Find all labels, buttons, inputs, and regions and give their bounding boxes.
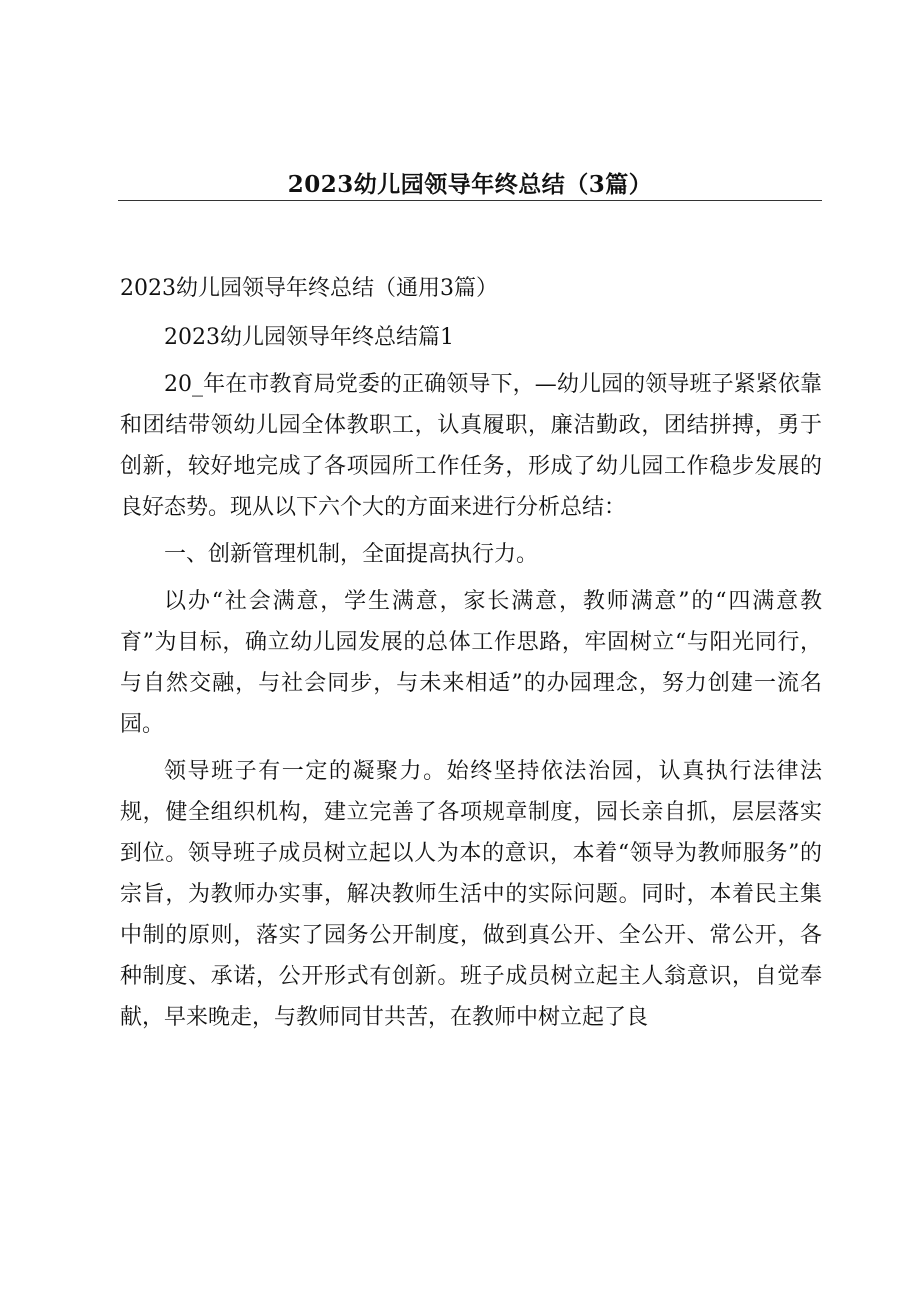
- paragraph-goal: 以办“社会满意，学生满意，家长满意，教师满意”的“四满意教育”为目标，确立幼儿园发展的总体工作思路，牢固树立“与阳光同行，与自然交融，与社会同步，与未来相适”的办园理念，努力创建一流名园。: [120, 589, 822, 737]
- section-heading: 2023幼儿园领导年终总结篇1: [164, 325, 454, 350]
- document-subtitle: 2023幼儿园领导年终总结（通用3篇）: [120, 276, 498, 301]
- paragraph-intro: 20_年在市教育局党委的正确领导下，—幼儿园的领导班子紧紧依靠和团结带领幼儿园全体教职工，认真履职，廉洁勤政，团结拼搏，勇于创新，较好地完成了各项园所工作任务，形成了幼儿园工作稳步发展的良好态势。现从以下六个大的方面来进行分析总结：: [120, 372, 822, 520]
- document-title: 2023幼儿园领导年终总结（3篇）: [287, 171, 653, 198]
- document-body: [120, 268, 822, 1044]
- title-underline: [118, 200, 822, 201]
- paragraph-heading-1: 一、创新管理机制，全面提高执行力。: [164, 542, 539, 567]
- paragraph-leadership: 领导班子有一定的凝聚力。始终坚持依法治园，认真执行法律法规，健全组织机构，建立完善了各项规章制度，园长亲自抓，层层落实到位。领导班子成员树立起以人为本的意识，本着“领导为教师服务”的宗旨，为教师办实事，解决教师生活中的实际问题。同时，本着民主集中制的原则，落实了园务公开制度，做到真公开、全公开、常公开，各种制度、承诺，公开形式有创新。班子成员树立起主人翁意识，自觉奉献，早来晚走，与教师同甘共苦，在教师中树立起了良: [120, 759, 822, 1030]
